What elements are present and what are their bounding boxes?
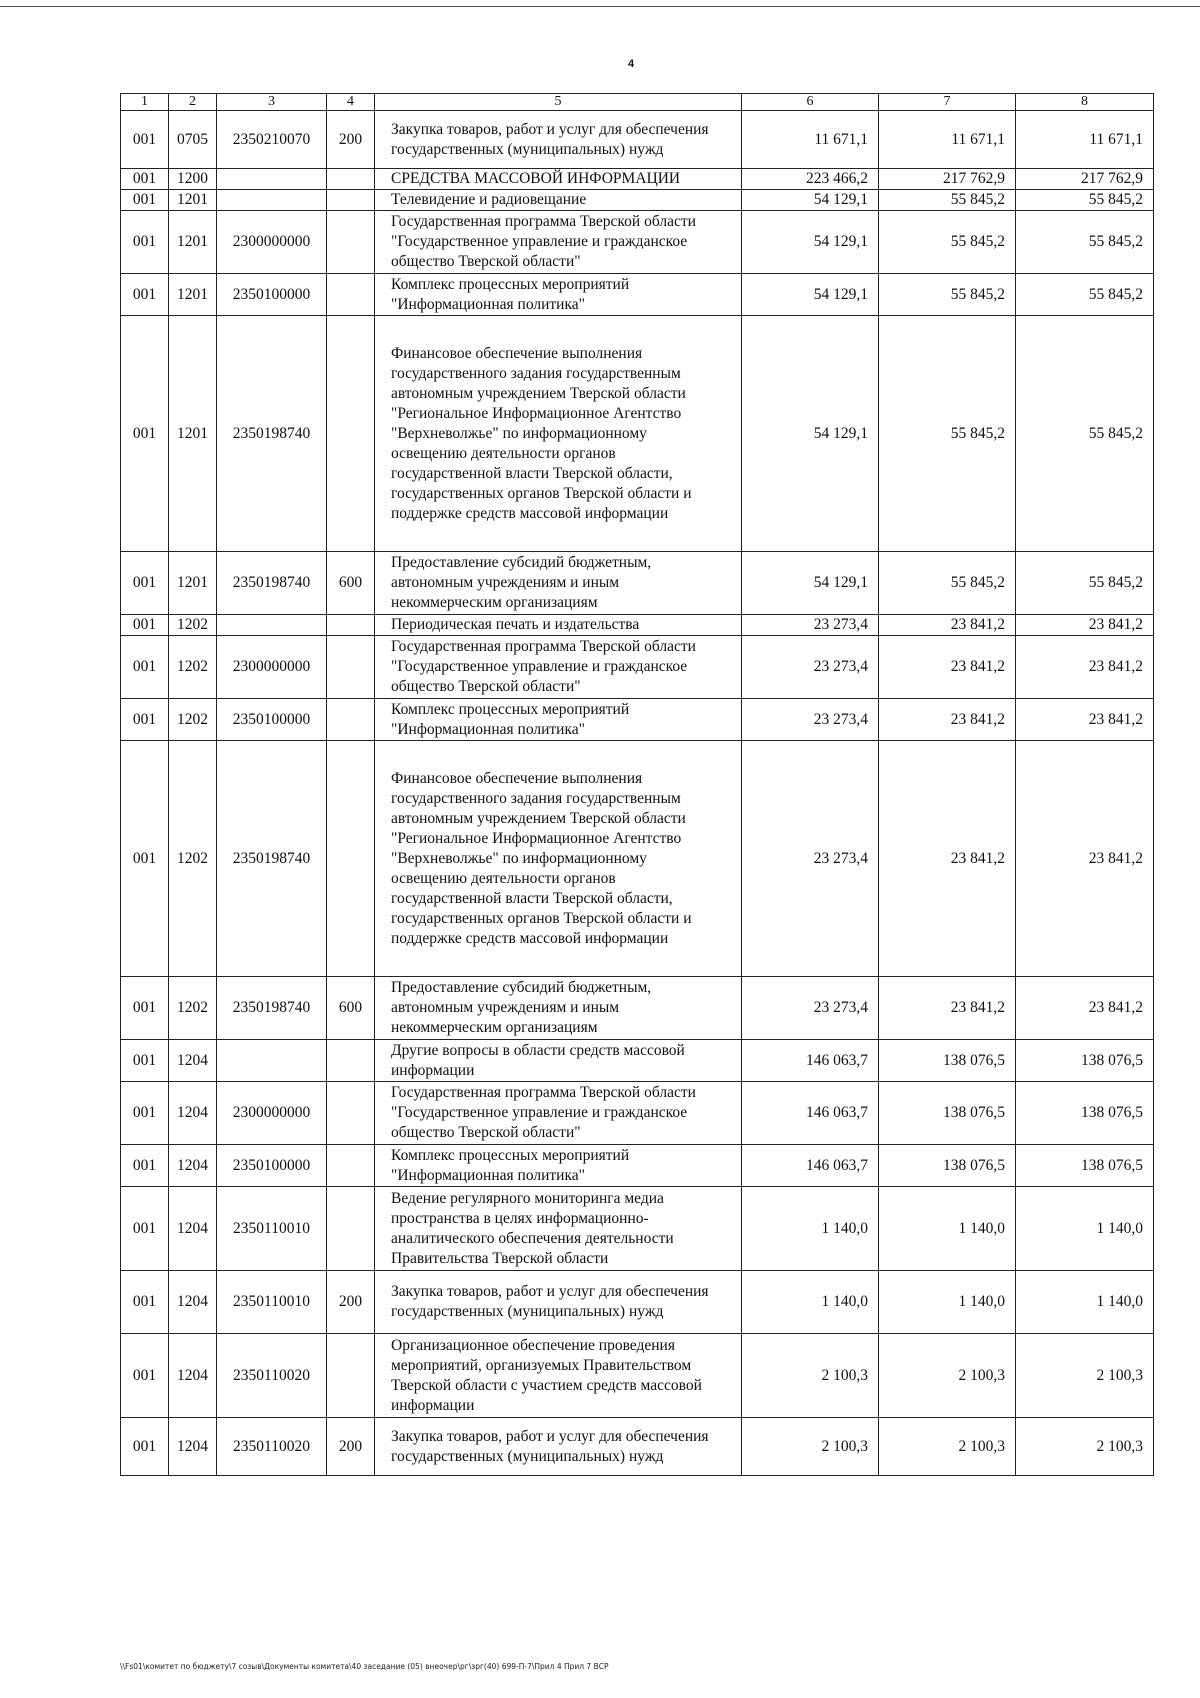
cell-amount-col8: 55 845,2	[1016, 211, 1154, 274]
table-row	[121, 1271, 1154, 1334]
cell-expense-type	[327, 211, 375, 274]
header-cell: 2	[169, 94, 217, 111]
cell-amount-col8: 1 140,0	[1016, 1187, 1154, 1271]
cell-target-code: 2350198740	[217, 316, 327, 552]
cell-amount-col6: 146 063,7	[742, 1082, 879, 1145]
cell-amount-col6: 223 466,2	[742, 169, 879, 190]
cell-section-code: 1204	[169, 1334, 217, 1418]
cell-amount-col8: 11 671,1	[1016, 111, 1154, 169]
table-row	[121, 636, 1154, 699]
header-cell: 6	[742, 94, 879, 111]
description-line: Организационное обеспечение проведения	[391, 1336, 675, 1354]
cell-amount-col6: 54 129,1	[742, 316, 879, 552]
cell-ministry-code: 001	[121, 111, 169, 169]
cell-description	[375, 169, 742, 190]
cell-description	[375, 699, 742, 741]
description-line: государственного задания государственным	[391, 789, 681, 807]
cell-description	[375, 552, 742, 615]
table-body	[121, 111, 1154, 1476]
cell-ministry-code: 001	[121, 1271, 169, 1334]
cell-expense-type	[327, 741, 375, 977]
cell-description	[375, 111, 742, 169]
cell-amount-col7: 11 671,1	[879, 111, 1016, 169]
cell-amount-col8: 55 845,2	[1016, 190, 1154, 211]
cell-expense-type	[327, 1040, 375, 1082]
cell-ministry-code: 001	[121, 190, 169, 211]
cell-expense-type	[327, 1145, 375, 1187]
description-line: Тверской области с участием средств массовой	[391, 1376, 702, 1394]
header-cell: 5	[375, 94, 742, 111]
cell-section-code: 1204	[169, 1040, 217, 1082]
description-line: Закупка товаров, работ и услуг для обеспечения	[391, 1427, 709, 1445]
cell-amount-col7: 138 076,5	[879, 1082, 1016, 1145]
header-cell: 4	[327, 94, 375, 111]
cell-description	[375, 1040, 742, 1082]
cell-section-code: 1201	[169, 316, 217, 552]
cell-ministry-code: 001	[121, 274, 169, 316]
cell-amount-col6: 1 140,0	[742, 1271, 879, 1334]
cell-amount-col7: 2 100,3	[879, 1418, 1016, 1476]
cell-ministry-code: 001	[121, 1145, 169, 1187]
table-row	[121, 169, 1154, 190]
description-line: общество Тверской области"	[391, 1124, 581, 1141]
cell-description	[375, 1187, 742, 1271]
cell-amount-col6: 23 273,4	[742, 699, 879, 741]
cell-expense-type: 200	[327, 1418, 375, 1476]
cell-amount-col6: 1 140,0	[742, 1187, 879, 1271]
cell-amount-col7: 55 845,2	[879, 316, 1016, 552]
top-rule	[0, 6, 1200, 7]
cell-amount-col8: 23 841,2	[1016, 636, 1154, 699]
cell-amount-col7: 55 845,2	[879, 274, 1016, 316]
table-row	[121, 1082, 1154, 1145]
cell-target-code: 2300000000	[217, 636, 327, 699]
table-row	[121, 1418, 1154, 1476]
cell-section-code: 1204	[169, 1271, 217, 1334]
cell-description	[375, 615, 742, 636]
cell-ministry-code: 001	[121, 1040, 169, 1082]
cell-section-code: 1202	[169, 615, 217, 636]
cell-amount-col6: 2 100,3	[742, 1418, 879, 1476]
description-line: государственных (муниципальных) нужд	[391, 1447, 664, 1465]
cell-expense-type: 600	[327, 977, 375, 1040]
cell-amount-col7: 1 140,0	[879, 1187, 1016, 1271]
cell-amount-col7: 217 762,9	[879, 169, 1016, 190]
cell-target-code: 2350110020	[217, 1418, 327, 1476]
description-line: автономным учреждением Тверской области	[391, 384, 686, 402]
cell-ministry-code: 001	[121, 1418, 169, 1476]
cell-target-code: 2350110010	[217, 1271, 327, 1334]
description-line: государственных органов Тверской области и	[391, 909, 692, 927]
description-line: "Верхневолжье" по информационному	[391, 849, 647, 867]
cell-amount-col7: 55 845,2	[879, 211, 1016, 274]
cell-target-code: 2350210070	[217, 111, 327, 169]
cell-ministry-code: 001	[121, 1334, 169, 1418]
cell-expense-type: 600	[327, 552, 375, 615]
description-line: Комплекс процессных мероприятий	[391, 1146, 630, 1164]
cell-ministry-code: 001	[121, 1187, 169, 1271]
cell-section-code: 1204	[169, 1187, 217, 1271]
cell-description	[375, 190, 742, 211]
cell-target-code: 2350100000	[217, 1145, 327, 1187]
table-row	[121, 111, 1154, 169]
cell-section-code: 1201	[169, 190, 217, 211]
cell-target-code	[217, 615, 327, 636]
cell-ministry-code: 001	[121, 316, 169, 552]
description-line: Предоставление субсидий бюджетным,	[391, 554, 652, 571]
description-line: освещению деятельности органов	[391, 444, 616, 462]
cell-expense-type	[327, 274, 375, 316]
cell-section-code: 1202	[169, 741, 217, 977]
description-line: информации	[391, 1396, 475, 1414]
header-cell: 8	[1016, 94, 1154, 111]
cell-expense-type: 200	[327, 111, 375, 169]
description-line: Телевидение и радиовещание	[391, 191, 587, 208]
cell-amount-col7: 23 841,2	[879, 699, 1016, 741]
description-line: "Верхневолжье" по информационному	[391, 424, 647, 442]
cell-amount-col6: 54 129,1	[742, 190, 879, 211]
description-line: "Региональное Информационное Агентство	[391, 829, 682, 847]
cell-amount-col6: 11 671,1	[742, 111, 879, 169]
table-row	[121, 552, 1154, 615]
cell-target-code: 2300000000	[217, 211, 327, 274]
cell-amount-col7: 23 841,2	[879, 636, 1016, 699]
table-row	[121, 977, 1154, 1040]
table-row	[121, 1145, 1154, 1187]
cell-amount-col8: 23 841,2	[1016, 977, 1154, 1040]
cell-target-code: 2350198740	[217, 977, 327, 1040]
cell-amount-col6: 23 273,4	[742, 977, 879, 1040]
cell-amount-col8: 55 845,2	[1016, 552, 1154, 615]
cell-ministry-code: 001	[121, 552, 169, 615]
description-line: Другие вопросы в области средств массовой	[391, 1041, 685, 1059]
cell-amount-col6: 23 273,4	[742, 741, 879, 977]
description-line: государственных (муниципальных) нужд	[391, 140, 664, 158]
description-line: автономным учреждениям и иным	[391, 999, 620, 1016]
cell-expense-type	[327, 169, 375, 190]
cell-amount-col7: 55 845,2	[879, 190, 1016, 211]
cell-amount-col6: 23 273,4	[742, 615, 879, 636]
description-line: Комплекс процессных мероприятий	[391, 275, 630, 293]
table-row	[121, 741, 1154, 977]
cell-amount-col8: 217 762,9	[1016, 169, 1154, 190]
cell-amount-col8: 55 845,2	[1016, 316, 1154, 552]
table-row	[121, 274, 1154, 316]
table-row	[121, 1040, 1154, 1082]
description-line: общество Тверской области"	[391, 678, 581, 695]
description-line: Правительства Тверской области	[391, 1249, 609, 1267]
cell-amount-col8: 23 841,2	[1016, 741, 1154, 977]
cell-amount-col7: 55 845,2	[879, 552, 1016, 615]
description-line: пространства в целях информационно-	[391, 1209, 649, 1227]
cell-description	[375, 977, 742, 1040]
table-row	[121, 211, 1154, 274]
cell-section-code: 1201	[169, 274, 217, 316]
description-line: Финансовое обеспечение выполнения	[391, 344, 643, 362]
cell-expense-type	[327, 316, 375, 552]
cell-target-code: 2350110010	[217, 1187, 327, 1271]
description-line: поддержке средств массовой информации	[391, 929, 669, 947]
cell-amount-col8: 55 845,2	[1016, 274, 1154, 316]
cell-section-code: 1200	[169, 169, 217, 190]
cell-target-code: 2350100000	[217, 699, 327, 741]
description-line: аналитического обеспечения деятельности	[391, 1229, 674, 1247]
description-line: СРЕДСТВА МАССОВОЙ ИНФОРМАЦИИ	[391, 170, 681, 187]
header-cell: 7	[879, 94, 1016, 111]
description-line: Закупка товаров, работ и услуг для обеспечения	[391, 1283, 709, 1300]
cell-amount-col8: 138 076,5	[1016, 1040, 1154, 1082]
description-line: "Информационная политика"	[391, 295, 585, 313]
cell-amount-col8: 2 100,3	[1016, 1334, 1154, 1418]
cell-amount-col7: 138 076,5	[879, 1145, 1016, 1187]
description-line: Закупка товаров, работ и услуг для обеспечения	[391, 120, 709, 138]
table-row	[121, 1334, 1154, 1418]
description-line: мероприятий, организуемых Правительством	[391, 1356, 692, 1374]
cell-section-code: 1202	[169, 699, 217, 741]
table-row	[121, 316, 1154, 552]
description-line: государственного задания государственным	[391, 364, 681, 382]
cell-amount-col8: 138 076,5	[1016, 1145, 1154, 1187]
cell-amount-col8: 2 100,3	[1016, 1418, 1154, 1476]
cell-section-code: 1202	[169, 636, 217, 699]
budget-table	[120, 93, 1154, 1476]
cell-expense-type	[327, 615, 375, 636]
description-line: Финансовое обеспечение выполнения	[391, 769, 643, 787]
description-line: Ведение регулярного мониторинга медиа	[391, 1189, 664, 1207]
description-line: Государственная программа Тверской области	[391, 213, 696, 230]
description-line: государственных (муниципальных) нужд	[391, 1303, 664, 1320]
cell-description	[375, 274, 742, 316]
cell-expense-type	[327, 636, 375, 699]
cell-description	[375, 1145, 742, 1187]
header-cell: 3	[217, 94, 327, 111]
description-line: Периодическая печать и издательства	[391, 616, 640, 633]
cell-ministry-code: 001	[121, 977, 169, 1040]
cell-section-code: 1204	[169, 1145, 217, 1187]
cell-target-code	[217, 169, 327, 190]
page-number: 4	[628, 58, 635, 70]
cell-amount-col7: 23 841,2	[879, 615, 1016, 636]
description-line: общество Тверской области"	[391, 253, 581, 270]
cell-ministry-code: 001	[121, 1082, 169, 1145]
cell-section-code: 1201	[169, 211, 217, 274]
description-line: Предоставление субсидий бюджетным,	[391, 979, 652, 996]
description-line: "Государственное управление и гражданское	[391, 1104, 688, 1121]
cell-expense-type	[327, 1334, 375, 1418]
cell-amount-col8: 1 140,0	[1016, 1271, 1154, 1334]
description-line: некоммерческим организациям	[391, 1019, 598, 1036]
description-line: Комплекс процессных мероприятий	[391, 700, 630, 718]
cell-expense-type: 200	[327, 1271, 375, 1334]
description-line: "Информационная политика"	[391, 1166, 585, 1184]
cell-target-code: 2300000000	[217, 1082, 327, 1145]
table-row	[121, 1187, 1154, 1271]
cell-target-code: 2350198740	[217, 741, 327, 977]
description-line: автономным учреждением Тверской области	[391, 809, 686, 827]
cell-amount-col7: 23 841,2	[879, 977, 1016, 1040]
description-line: информации	[391, 1061, 475, 1079]
cell-ministry-code: 001	[121, 699, 169, 741]
description-line: поддержке средств массовой информации	[391, 504, 669, 522]
cell-description	[375, 1334, 742, 1418]
cell-target-code: 2350198740	[217, 552, 327, 615]
cell-amount-col6: 54 129,1	[742, 552, 879, 615]
description-line: государственной власти Тверской области,	[391, 464, 673, 482]
cell-section-code: 1204	[169, 1082, 217, 1145]
cell-target-code	[217, 190, 327, 211]
cell-description	[375, 636, 742, 699]
cell-description	[375, 1418, 742, 1476]
cell-amount-col8: 23 841,2	[1016, 615, 1154, 636]
table-row	[121, 190, 1154, 211]
description-line: автономным учреждениям и иным	[391, 574, 620, 591]
cell-expense-type	[327, 190, 375, 211]
cell-ministry-code: 001	[121, 615, 169, 636]
header-row	[121, 94, 1154, 111]
cell-ministry-code: 001	[121, 211, 169, 274]
cell-amount-col7: 138 076,5	[879, 1040, 1016, 1082]
cell-description	[375, 1082, 742, 1145]
cell-amount-col6: 54 129,1	[742, 274, 879, 316]
cell-amount-col6: 23 273,4	[742, 636, 879, 699]
cell-description	[375, 741, 742, 977]
description-line: государственных органов Тверской области и	[391, 484, 692, 502]
cell-target-code: 2350110020	[217, 1334, 327, 1418]
cell-ministry-code: 001	[121, 636, 169, 699]
cell-amount-col6: 146 063,7	[742, 1040, 879, 1082]
description-line: государственной власти Тверской области,	[391, 889, 673, 907]
description-line: "Региональное Информационное Агентство	[391, 404, 682, 422]
description-line: "Государственное управление и гражданское	[391, 658, 688, 675]
cell-amount-col8: 23 841,2	[1016, 699, 1154, 741]
cell-description	[375, 1271, 742, 1334]
table-row	[121, 615, 1154, 636]
cell-section-code: 1202	[169, 977, 217, 1040]
header-cell: 1	[121, 94, 169, 111]
cell-amount-col6: 2 100,3	[742, 1334, 879, 1418]
cell-section-code: 1204	[169, 1418, 217, 1476]
cell-section-code: 0705	[169, 111, 217, 169]
description-line: Государственная программа Тверской области	[391, 638, 696, 655]
description-line: "Информационная политика"	[391, 720, 585, 738]
cell-expense-type	[327, 699, 375, 741]
cell-target-code: 2350100000	[217, 274, 327, 316]
cell-amount-col7: 23 841,2	[879, 741, 1016, 977]
description-line: некоммерческим организациям	[391, 594, 598, 611]
cell-amount-col6: 146 063,7	[742, 1145, 879, 1187]
cell-expense-type	[327, 1082, 375, 1145]
cell-description	[375, 211, 742, 274]
cell-expense-type	[327, 1187, 375, 1271]
cell-section-code: 1201	[169, 552, 217, 615]
cell-amount-col6: 54 129,1	[742, 211, 879, 274]
description-line: "Государственное управление и гражданское	[391, 233, 688, 250]
cell-ministry-code: 001	[121, 169, 169, 190]
description-line: освещению деятельности органов	[391, 869, 616, 887]
cell-description	[375, 316, 742, 552]
cell-amount-col8: 138 076,5	[1016, 1082, 1154, 1145]
cell-ministry-code: 001	[121, 741, 169, 977]
footer-file-path: \\Fs01\комитет по бюджету\7 созыв\Документы комитета\40 заседание (05) внеочер\рг\зрг(40) 699-П-7\Прил 4 Прил 7 ВСР	[120, 1662, 609, 1671]
cell-amount-col7: 1 140,0	[879, 1271, 1016, 1334]
description-line: Государственная программа Тверской области	[391, 1084, 696, 1101]
cell-amount-col7: 2 100,3	[879, 1334, 1016, 1418]
table-row	[121, 699, 1154, 741]
cell-target-code	[217, 1040, 327, 1082]
